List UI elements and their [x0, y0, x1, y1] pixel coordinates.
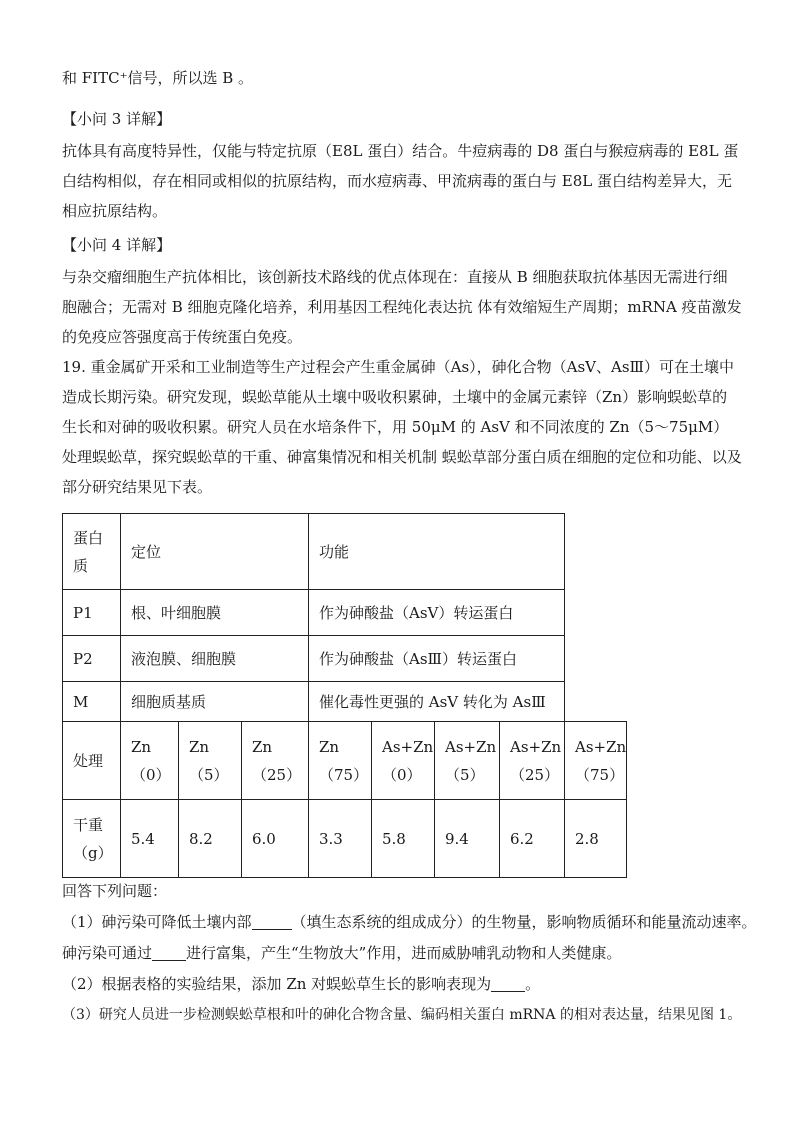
question-1-line-2: 砷污染可通过 进行富集，产生“生物放大”作用，进而威胁哺乳动物和人类健康。: [62, 944, 622, 962]
header-protein: 蛋白质: [63, 514, 121, 590]
treatment-cell: As+Zn （75）: [565, 722, 627, 800]
dry-weight-cell: 5.4: [121, 800, 179, 878]
question-3: （3）研究人员进一步检测蜈蚣草根和叶的砷化合物含量、编码相关蛋白 mRNA 的相对表达量，结果见图 1。: [62, 1007, 742, 1023]
location-cell: 根、叶细胞膜: [121, 590, 309, 636]
function-cell: 作为砷酸盐（AsⅢ）转运蛋白: [309, 636, 565, 682]
dry-weight-cell: 6.2: [500, 800, 565, 878]
protein-cell: P2: [63, 636, 121, 682]
treatment-cell: As+Zn （5）: [435, 722, 500, 800]
dry-weight-cell: 8.2: [179, 800, 242, 878]
table-row: [63, 682, 627, 722]
dry-weight-cell: 9.4: [435, 800, 500, 878]
explanation-paragraph-q4: 与杂交瘤细胞生产抗体相比，该创新技术路线的优点体现在：直接从 B 细胞获取抗体基因无需进行细胞融合；无需对 B 细胞克隆化培养，利用基因工程纯化表达抗 体有效缩短生产周期；mRNA 疫苗激发的免疫应答强度高于传统蛋白免疫。: [62, 268, 742, 346]
dry-weight-cell: 6.0: [242, 800, 309, 878]
treatment-cell: Zn （5）: [179, 722, 242, 800]
answer-blank[interactable]: [152, 944, 186, 961]
question-2: （2）根据表格的实验结果，添加 Zn 对蜈蚣草生长的影响表现为 。: [62, 975, 541, 993]
dry-weight-label: 干重 （g）: [63, 800, 121, 878]
table-header-row: [63, 514, 627, 590]
treatment-row: [63, 722, 627, 800]
location-cell: 液泡膜、细胞膜: [121, 636, 309, 682]
section-heading-q3: 【小问 3 详解】: [62, 110, 172, 128]
answer-blank[interactable]: [491, 975, 525, 992]
explanation-paragraph-q3: 抗体具有高度特异性，仅能与特定抗原（E8L 蛋白）结合。牛痘病毒的 D8 蛋白与猴痘病毒的 E8L 蛋白结构相似，存在相同或相似的抗原结构，而水痘病毒、甲流病毒的蛋白与 E8L 蛋白结构差异大，无相应抗原结构。: [62, 142, 739, 220]
document-body: [62, 66, 742, 502]
answer-line: 和 FITC⁺信号，所以选 B 。: [62, 69, 254, 87]
function-cell: 催化毒性更强的 AsV 转化为 AsⅢ: [309, 682, 565, 722]
dry-weight-cell: 3.3: [309, 800, 372, 878]
dry-weight-row: [63, 800, 627, 878]
function-cell: 作为砷酸盐（AsV）转运蛋白: [309, 590, 565, 636]
treatment-label: 处理: [63, 722, 121, 800]
treatment-cell: Zn （25）: [242, 722, 309, 800]
question-1-line-1: （1）砷污染可降低土壤内部 （填生态系统的组成成分）的生物量，影响物质循环和能量流动速率。: [62, 913, 757, 931]
header-location: 定位: [121, 514, 309, 590]
answer-blank[interactable]: [252, 913, 292, 930]
table-row: [63, 590, 627, 636]
location-cell: 细胞质基质: [121, 682, 309, 722]
treatment-cell: Zn （0）: [121, 722, 179, 800]
dry-weight-cell: 2.8: [565, 800, 627, 878]
section-heading-q4: 【小问 4 详解】: [62, 236, 172, 254]
questions-intro: 回答下列问题：: [62, 882, 168, 900]
header-function: 功能: [309, 514, 565, 590]
treatment-cell: Zn （75）: [309, 722, 372, 800]
questions-section: [62, 876, 757, 1031]
treatment-cell: As+Zn （25）: [500, 722, 565, 800]
protein-cell: P1: [63, 590, 121, 636]
treatment-cell: As+Zn （0）: [372, 722, 435, 800]
protein-table: [62, 513, 627, 878]
dry-weight-cell: 5.8: [372, 800, 435, 878]
question-19-stem: 19. 重金属矿开采和工业制造等生产过程会产生重金属砷（As），砷化合物（AsV、AsⅢ）可在土壤中造成长期污染。研究发现，蜈蚣草能从土壤中吸收积累砷，土壤中的金属元素锌（Zn）影响蜈蚣草的生长和对砷的吸收积累。研究人员在水培条件下，用 50μM 的 AsV 和不同浓度的 Zn（5～75μM）处理蜈蚣草，探究蜈蚣草的干重、砷富集情况和相关机制 蜈蚣草部分蛋白质在细胞的定位和功能、以及部分研究结果见下表。: [62, 358, 742, 496]
protein-cell: M: [63, 682, 121, 722]
table-row: [63, 636, 627, 682]
